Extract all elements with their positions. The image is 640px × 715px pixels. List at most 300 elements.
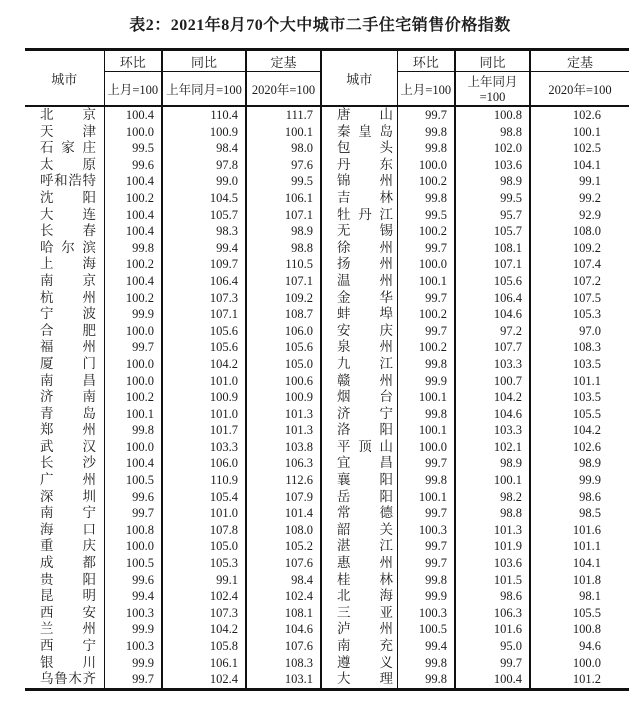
city-cell: [25, 124, 104, 141]
yoy-value: 100.7: [455, 373, 530, 390]
mom-value: 100.5: [104, 472, 162, 489]
city-cell: [321, 356, 397, 373]
yoy-value: 107.1: [455, 256, 530, 273]
city-cell: [321, 439, 397, 456]
city-cell: [25, 157, 104, 174]
city-name: 重庆: [40, 538, 96, 554]
city-name: 遵义: [337, 654, 393, 670]
city-name: 福州: [40, 339, 96, 355]
fixed-value: 98.9: [579, 456, 601, 471]
yoy-value: 101.5: [455, 572, 530, 589]
col-header-fixed-right: 定基: [530, 50, 629, 72]
fixed-value: 103.5: [572, 390, 601, 405]
mom-value: 100.2: [104, 256, 162, 273]
fixed-value: 94.6: [579, 639, 601, 653]
fixed-value: 104.1: [572, 556, 601, 571]
col-header-city-left: 城市: [25, 50, 104, 107]
city-name: 呼和浩特: [40, 173, 96, 189]
mom-value: 99.9: [397, 373, 455, 390]
yoy-value: 101.0: [162, 406, 246, 423]
mom-value: 100.3: [104, 605, 162, 622]
fixed-value: 102.5: [572, 141, 601, 156]
city-name: 泸州: [337, 621, 393, 637]
city-cell: [25, 572, 104, 589]
yoy-value: 106.4: [455, 290, 530, 307]
yoy-value: 102.0: [455, 140, 530, 157]
city-name: 襄阳: [337, 472, 393, 488]
table-row: [25, 273, 629, 290]
fixed-value: 99.2: [579, 190, 601, 205]
yoy-value: 101.6: [455, 621, 530, 638]
city-name: 赣州: [337, 372, 393, 388]
yoy-value: 98.8: [455, 124, 530, 141]
mom-value: 100.3: [397, 605, 455, 622]
mom-value: 99.8: [104, 240, 162, 257]
fixed-value: 98.5: [579, 506, 601, 521]
mom-value: 100.2: [397, 339, 455, 356]
city-name: 无锡: [337, 223, 393, 239]
fixed-value: 101.6: [572, 522, 601, 537]
yoy-value: 97.2: [455, 323, 530, 340]
mom-value: 99.8: [397, 655, 455, 672]
city-cell: [321, 621, 397, 638]
table-row: [25, 422, 629, 439]
fixed-value: 107.5: [572, 290, 601, 305]
city-name: 平顶山: [337, 438, 393, 454]
city-cell: [321, 323, 397, 340]
fixed-value: 99.1: [579, 174, 601, 189]
mom-value: 99.8: [397, 190, 455, 207]
fixed-value: 100.1: [572, 124, 601, 139]
yoy-value: 103.6: [455, 157, 530, 174]
city-cell: [25, 588, 104, 605]
city-cell: [321, 106, 397, 124]
city-name: 贵阳: [40, 571, 96, 587]
city-name: 蚌埠: [337, 306, 393, 322]
table-row: [25, 240, 629, 257]
city-cell: [25, 356, 104, 373]
table-row: [25, 638, 629, 655]
city-cell: [25, 671, 104, 689]
city-name: 成都: [40, 555, 96, 571]
city-name: 常德: [337, 505, 393, 521]
city-name: 扬州: [337, 256, 393, 272]
mom-value: 99.9: [397, 588, 455, 605]
fixed-value: 107.1: [246, 273, 321, 290]
mom-value: 99.7: [397, 538, 455, 555]
city-cell: [25, 555, 104, 572]
fixed-value: 102.4: [246, 588, 321, 605]
table-row: [25, 621, 629, 638]
mom-value: 99.8: [397, 671, 455, 689]
yoy-value: 99.4: [162, 240, 246, 257]
fixed-value: 101.3: [246, 406, 321, 423]
city-name: 徐州: [337, 239, 393, 255]
city-cell: [25, 140, 104, 157]
city-name: 上海: [40, 256, 96, 272]
table-row: [25, 538, 629, 555]
city-name: 三亚: [337, 604, 393, 620]
city-cell: [321, 538, 397, 555]
table-row: [25, 439, 629, 456]
yoy-value: 108.1: [455, 240, 530, 257]
table-row: [25, 256, 629, 273]
table-row: [25, 290, 629, 307]
city-cell: [321, 173, 397, 190]
table-row: [25, 522, 629, 539]
yoy-value: 99.7: [455, 655, 530, 672]
city-cell: [321, 339, 397, 356]
fixed-value: 100.9: [246, 389, 321, 406]
city-cell: [25, 290, 104, 307]
table-row: [25, 190, 629, 207]
city-cell: [321, 207, 397, 224]
city-name: 秦皇岛: [337, 123, 393, 139]
fixed-value: 99.5: [246, 173, 321, 190]
subheader-mom-base-left: 上月=100: [104, 72, 162, 107]
city-name: 厦门: [40, 355, 96, 371]
yoy-value: 104.2: [162, 621, 246, 638]
mom-value: 99.8: [397, 124, 455, 141]
yoy-value: 105.7: [455, 223, 530, 240]
city-name: 烟台: [337, 389, 393, 405]
subheader-yoy-base-right: 上年同月=100: [455, 72, 530, 107]
mom-value: 99.9: [104, 655, 162, 672]
city-name: 温州: [337, 272, 393, 288]
mom-value: 100.0: [397, 439, 455, 456]
city-cell: [321, 373, 397, 390]
mom-value: 99.5: [397, 207, 455, 224]
fixed-value: 97.0: [579, 323, 601, 338]
city-cell: [321, 472, 397, 489]
mom-value: 99.8: [397, 356, 455, 373]
city-name: 长沙: [40, 455, 96, 471]
yoy-value: 105.6: [455, 273, 530, 290]
city-name: 郑州: [40, 422, 96, 438]
fixed-value: 101.2: [572, 672, 601, 687]
mom-value: 99.4: [104, 588, 162, 605]
table-row: [25, 555, 629, 572]
fixed-value: 101.3: [246, 422, 321, 439]
city-name: 北京: [40, 107, 96, 122]
mom-value: 100.3: [104, 638, 162, 655]
yoy-value: 102.4: [162, 588, 246, 605]
city-cell: [321, 572, 397, 589]
yoy-value: 105.3: [162, 555, 246, 572]
city-cell: [25, 339, 104, 356]
yoy-value: 101.9: [455, 538, 530, 555]
yoy-value: 102.4: [162, 671, 246, 689]
mom-value: 100.0: [104, 439, 162, 456]
fixed-value: 108.0: [246, 522, 321, 539]
yoy-value: 103.3: [162, 439, 246, 456]
fixed-value: 103.8: [246, 439, 321, 456]
fixed-value: 107.9: [246, 489, 321, 506]
fixed-value: 107.1: [246, 207, 321, 224]
city-name: 银川: [40, 654, 96, 670]
fixed-value: 98.1: [579, 589, 601, 604]
table-row: [25, 472, 629, 489]
mom-value: 99.7: [397, 555, 455, 572]
mom-value: 99.8: [397, 572, 455, 589]
mom-value: 99.7: [397, 323, 455, 340]
city-cell: [321, 588, 397, 605]
city-cell: [321, 273, 397, 290]
yoy-value: 98.2: [455, 489, 530, 506]
table-row: [25, 124, 629, 141]
table-row: [25, 306, 629, 323]
yoy-value: 98.6: [455, 588, 530, 605]
city-cell: [25, 422, 104, 439]
yoy-value: 106.4: [162, 273, 246, 290]
city-cell: [25, 256, 104, 273]
table-row: [25, 406, 629, 423]
mom-value: 100.4: [104, 223, 162, 240]
yoy-value: 110.9: [162, 472, 246, 489]
yoy-value: 107.8: [162, 522, 246, 539]
mom-value: 99.7: [397, 106, 455, 124]
yoy-value: 101.7: [162, 422, 246, 439]
yoy-value: 99.1: [162, 572, 246, 589]
fixed-value: 100.1: [246, 124, 321, 141]
yoy-value: 105.6: [162, 339, 246, 356]
mom-value: 100.0: [397, 157, 455, 174]
city-name: 韶关: [337, 521, 393, 537]
mom-value: 100.2: [397, 306, 455, 323]
table-row: [25, 489, 629, 506]
col-header-mom-left: 环比: [104, 50, 162, 72]
city-cell: [25, 207, 104, 224]
yoy-value: 105.7: [162, 207, 246, 224]
mom-value: 100.4: [104, 106, 162, 124]
col-header-fixed-left: 定基: [246, 50, 321, 72]
city-name: 石家庄: [40, 140, 96, 156]
fixed-value: 110.5: [246, 256, 321, 273]
table-row: [25, 356, 629, 373]
fixed-value: 108.0: [572, 224, 601, 239]
yoy-value: 103.3: [455, 422, 530, 439]
mom-value: 99.4: [397, 638, 455, 655]
mom-value: 100.0: [104, 373, 162, 390]
city-cell: [321, 522, 397, 539]
fixed-value: 98.0: [246, 140, 321, 157]
fixed-value: 104.6: [246, 621, 321, 638]
yoy-value: 105.4: [162, 489, 246, 506]
city-cell: [25, 323, 104, 340]
mom-value: 100.2: [104, 389, 162, 406]
fixed-value: 105.5: [572, 605, 601, 620]
table-row: [25, 605, 629, 622]
fixed-value: 98.6: [579, 489, 601, 504]
fixed-value: 108.1: [246, 605, 321, 622]
city-name: 湛江: [337, 538, 393, 554]
yoy-value: 105.6: [162, 323, 246, 340]
city-cell: [321, 240, 397, 257]
subheader-mom-base-right: 上月=100: [397, 72, 455, 107]
fixed-value: 104.1: [572, 157, 601, 172]
city-name: 太原: [40, 156, 96, 172]
city-cell: [25, 439, 104, 456]
fixed-value: 106.3: [246, 455, 321, 472]
col-header-yoy-left: 同比: [162, 50, 246, 72]
city-cell: [25, 655, 104, 672]
city-name: 丹东: [337, 156, 393, 172]
city-cell: [25, 522, 104, 539]
fixed-value: 92.9: [579, 207, 601, 222]
mom-value: 100.5: [397, 621, 455, 638]
yoy-value: 105.0: [162, 538, 246, 555]
city-cell: [25, 240, 104, 257]
yoy-value: 106.3: [455, 605, 530, 622]
mom-value: 100.2: [397, 223, 455, 240]
fixed-value: 108.3: [572, 340, 601, 355]
table-row: [25, 106, 629, 124]
fixed-value: 107.4: [572, 257, 601, 272]
yoy-value: 98.4: [162, 140, 246, 157]
city-name: 济南: [40, 389, 96, 405]
yoy-value: 104.6: [455, 406, 530, 423]
city-cell: [25, 406, 104, 423]
table-row: [25, 671, 629, 689]
yoy-value: 106.0: [162, 455, 246, 472]
city-cell: [321, 605, 397, 622]
city-cell: [321, 140, 397, 157]
mom-value: 99.6: [104, 157, 162, 174]
city-name: 青岛: [40, 405, 96, 421]
mom-value: 100.3: [397, 522, 455, 539]
mom-value: 99.8: [104, 422, 162, 439]
mom-value: 100.1: [397, 489, 455, 506]
fixed-value: 100.8: [572, 622, 601, 637]
table-body: [25, 106, 629, 689]
mom-value: 100.8: [104, 522, 162, 539]
mom-value: 100.4: [104, 455, 162, 472]
city-cell: [321, 638, 397, 655]
yoy-value: 107.1: [162, 306, 246, 323]
table-row: [25, 223, 629, 240]
city-name: 哈尔滨: [40, 239, 96, 255]
fixed-value: 105.6: [246, 339, 321, 356]
city-name: 洛阳: [337, 422, 393, 438]
city-name: 广州: [40, 472, 96, 488]
fixed-value: 105.3: [572, 307, 601, 322]
city-cell: [321, 489, 397, 506]
yoy-value: 100.1: [455, 472, 530, 489]
fixed-value: 109.2: [572, 240, 601, 255]
table-row: [25, 140, 629, 157]
mom-value: 99.8: [397, 140, 455, 157]
city-cell: [321, 157, 397, 174]
city-cell: [25, 638, 104, 655]
mom-value: 100.0: [104, 124, 162, 141]
yoy-value: 98.9: [455, 173, 530, 190]
city-cell: [321, 190, 397, 207]
mom-value: 99.6: [104, 572, 162, 589]
table-row: [25, 588, 629, 605]
city-name: 惠州: [337, 555, 393, 571]
mom-value: 99.6: [104, 489, 162, 506]
city-name: 大连: [40, 206, 96, 222]
fixed-value: 106.1: [246, 190, 321, 207]
mom-value: 100.2: [104, 190, 162, 207]
city-name: 唐山: [337, 107, 393, 122]
fixed-value: 112.6: [246, 472, 321, 489]
price-index-table: [25, 48, 629, 691]
mom-value: 99.9: [104, 306, 162, 323]
city-name: 九江: [337, 355, 393, 371]
mom-value: 99.5: [104, 140, 162, 157]
yoy-value: 100.9: [162, 389, 246, 406]
col-header-mom-right: 环比: [397, 50, 455, 72]
fixed-value: 108.7: [246, 306, 321, 323]
city-cell: [25, 605, 104, 622]
city-cell: [25, 455, 104, 472]
city-name: 济宁: [337, 405, 393, 421]
yoy-value: 109.7: [162, 256, 246, 273]
mom-value: 100.0: [397, 256, 455, 273]
fixed-value: 101.4: [246, 505, 321, 522]
fixed-value: 105.5: [572, 406, 601, 421]
mom-value: 99.7: [397, 240, 455, 257]
fixed-value: 100.0: [572, 655, 601, 670]
yoy-value: 110.4: [162, 106, 246, 124]
city-cell: [25, 223, 104, 240]
col-header-yoy-right: 同比: [455, 50, 530, 72]
fixed-value: 108.3: [246, 655, 321, 672]
city-name: 南充: [337, 638, 393, 653]
fixed-value: 111.7: [246, 106, 321, 124]
table-row: [25, 157, 629, 174]
mom-value: 99.9: [104, 621, 162, 638]
city-name: 合肥: [40, 322, 96, 338]
city-name: 沈阳: [40, 189, 96, 205]
city-cell: [321, 306, 397, 323]
yoy-value: 105.8: [162, 638, 246, 655]
fixed-value: 101.1: [572, 539, 601, 554]
yoy-value: 102.1: [455, 439, 530, 456]
yoy-value: 98.9: [455, 455, 530, 472]
mom-value: 100.2: [397, 173, 455, 190]
city-name: 西宁: [40, 638, 96, 653]
fixed-value: 105.2: [246, 538, 321, 555]
yoy-value: 95.7: [455, 207, 530, 224]
table-row: [25, 373, 629, 390]
yoy-value: 107.3: [162, 605, 246, 622]
subheader-yoy-base-left: 上年同月=100: [162, 72, 246, 107]
city-cell: [25, 190, 104, 207]
fixed-value: 102.6: [572, 439, 601, 454]
mom-value: 100.0: [104, 538, 162, 555]
city-cell: [321, 290, 397, 307]
table-row: [25, 173, 629, 190]
col-header-city-right: 城市: [321, 50, 397, 107]
table-row: [25, 572, 629, 589]
fixed-value: 107.6: [246, 638, 321, 655]
table-row: [25, 339, 629, 356]
fixed-value: 98.4: [246, 572, 321, 589]
city-cell: [25, 621, 104, 638]
city-cell: [321, 406, 397, 423]
city-cell: [25, 106, 104, 124]
city-cell: [25, 505, 104, 522]
fixed-value: 103.5: [572, 356, 601, 371]
page: [0, 12, 640, 691]
city-name: 武汉: [40, 438, 96, 454]
yoy-value: 106.1: [162, 655, 246, 672]
table-row: [25, 455, 629, 472]
city-cell: [321, 505, 397, 522]
mom-value: 100.1: [397, 389, 455, 406]
